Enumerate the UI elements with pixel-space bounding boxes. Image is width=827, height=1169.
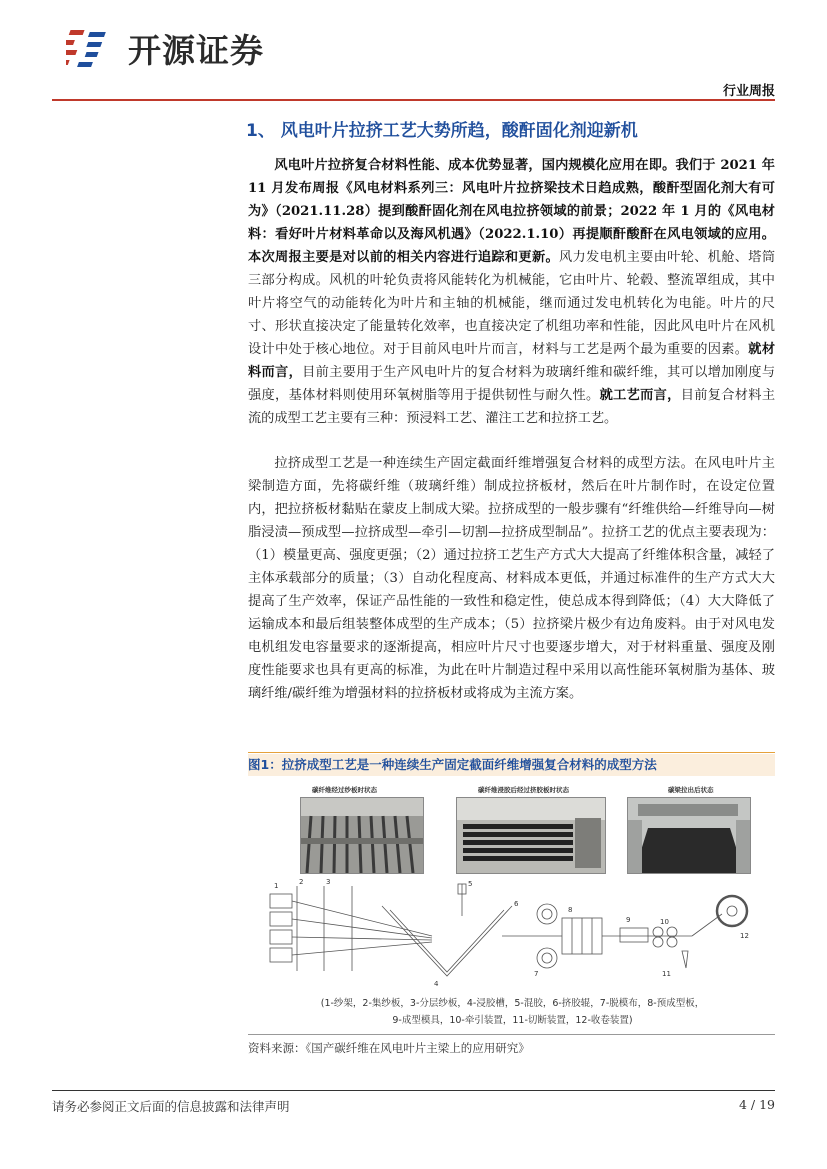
paragraph-1-text-c: 目前复合材料主流的成型工艺主要有三种：预浸料工艺、灌注工艺和拉挤工艺。	[248, 388, 776, 426]
diagram-label-4: 4	[434, 980, 439, 988]
diagram-label-8: 8	[568, 906, 573, 914]
logo	[66, 25, 264, 72]
diagram-label-12: 12	[740, 932, 749, 940]
source-divider	[248, 1034, 775, 1035]
figure-legend-line-1: (1-纱架，2-集纱板，3-分层纱板，4-浸胶槽，5-混胶，6-挤胶辊，7-脱模布，8-预成型板，	[320, 998, 705, 1009]
paragraph-1-process-lead: 就工艺而言，	[599, 388, 681, 403]
carbon-beam-image-icon	[628, 798, 750, 873]
paragraph-1	[248, 154, 775, 430]
figure-source: 资料来源：《国产碳纤维在风电叶片主梁上的应用研究》	[248, 1041, 530, 1055]
paragraph-1-text-a: 风力发电机主要由叶轮、机舱、塔筒三部分构成。风机的叶轮负责将风能转化为机械能，它由叶片、轮毂、整流罩组成，其中叶片将空气的动能转化为叶片和主轴的机械能，继而通过发电机转化为电能。叶片的尺寸、形状直接决定了能量转化效率，也直接决定了机组功率和性能，因此风电叶片在风机设计中处于核心地位。对于目前风电叶片而言，材料与工艺是两个最为重要的因素。	[248, 250, 776, 357]
diagram-label-10: 10	[660, 918, 669, 926]
photo-carbon-beam-output	[627, 797, 751, 874]
paragraph-2: 拉挤成型工艺是一种连续生产固定截面纤维增强复合材料的成型方法。在风电叶片主梁制造方面，先将碳纤维（玻璃纤维）制成拉挤板材，然后在叶片制作时，在设定位置内，把拉挤板材黏贴在蒙皮上制成大梁。拉挤成型的一般步骤有“纤维供给—纤维导向—树脂浸渍—预成型—拉挤成型—牵引—切割—拉挤成型制品”。拉挤工艺的优点主要表现为：（1）模量更高、强度更强；（2）通过拉挤工艺生产方式大大提高了纤维体积含量，减轻了主体承载部分的质量；（3）自动化程度高、材料成本更低，并通过标准件的生产方式大大提高了生产效率，保证产品性能的一致性和稳定性，使总成本得到降低；（4）大大降低了运输成本和最后组装整体成型的生产成本；（5）拉挤梁片极少有边角废料。由于对风电发电机组发电容量要求的逐渐提高，相应叶片尺寸也要逐步增大，对于材料重量、强度及刚度性能要求也具有更高的标准，为此在叶片制造过程中采用以高性能环氧树脂为基体、玻璃纤维/碳纤维为增强材料的拉挤板材或将成为主流方案。	[248, 456, 775, 701]
squeeze-plate-image-icon	[457, 798, 605, 873]
diagram-label-1: 1	[274, 882, 279, 890]
photo-caption-2: 碳纤维浸胶后经过挤胶板时状态	[478, 786, 569, 794]
figure-top-rule	[248, 752, 775, 753]
figure-legend-line-2: 9-成型模具，10-牵引装置，11-切断装置，12-收卷装置)	[392, 1015, 633, 1026]
diagram-label-3: 3	[326, 878, 331, 886]
report-type-tag: 行业周报	[722, 84, 775, 99]
logo-text: 开源证券	[128, 31, 264, 70]
paragraph-1-material-lead: 就材料而言，	[248, 342, 776, 380]
diagram-label-7: 7	[534, 970, 539, 978]
diagram-label-2: 2	[299, 878, 304, 886]
paragraph-1-text-b: 目前主要用于生产风电叶片的复合材料为玻璃纤维和碳纤维，其可以增加刚度与强度，基体材料则使用环氧树脂等用于提供韧性与耐久性。	[248, 365, 776, 403]
diagram-label-9: 9	[626, 916, 631, 924]
fiber-creel-image-icon	[301, 798, 423, 873]
footer-disclaimer: 请务必参阅正文后面的信息披露和法律声明	[52, 1099, 290, 1114]
page-number: 4 / 19	[738, 1097, 775, 1112]
photo-caption-1: 碳纤维经过纱板时状态	[312, 786, 377, 794]
figure-title: 图1：拉挤成型工艺是一种连续生产固定截面纤维增强复合材料的成型方法	[248, 754, 775, 776]
pultrusion-process-diagram	[262, 876, 762, 994]
diagram-label-11: 11	[662, 970, 671, 978]
photo-fiber-through-squeeze-plate	[456, 797, 606, 874]
diagram-label-6: 6	[514, 900, 519, 908]
kaiyuan-logo-icon	[66, 26, 118, 72]
photo-caption-3: 碳梁拉出后状态	[668, 786, 714, 794]
header-divider	[52, 99, 775, 101]
diagram-label-5: 5	[468, 880, 473, 888]
paragraph-1-lead: 风电叶片拉挤复合材料性能、成本优势显著，国内规模化应用在即。我们于 2021 年 11 月发布周报《风电材料系列三：风电叶片拉挤梁技术日趋成熟，酸酐型固化剂大有可为》（2021.11.28）提到酸酐固化剂在风电拉挤领域的前景；2022 年 1 月的《风电材料：看好叶片材料革命以及海风机遇》（2022.1.10）再提顺酐酸酐在风电领域的应用。本次周报主要是对以前的相关内容进行追踪和更新。	[248, 158, 775, 265]
photo-fiber-through-creel	[300, 797, 424, 874]
section-title: 1、 风电叶片拉挤工艺大势所趋，酸酐固化剂迎新机	[246, 121, 638, 141]
footer-divider	[52, 1090, 775, 1091]
